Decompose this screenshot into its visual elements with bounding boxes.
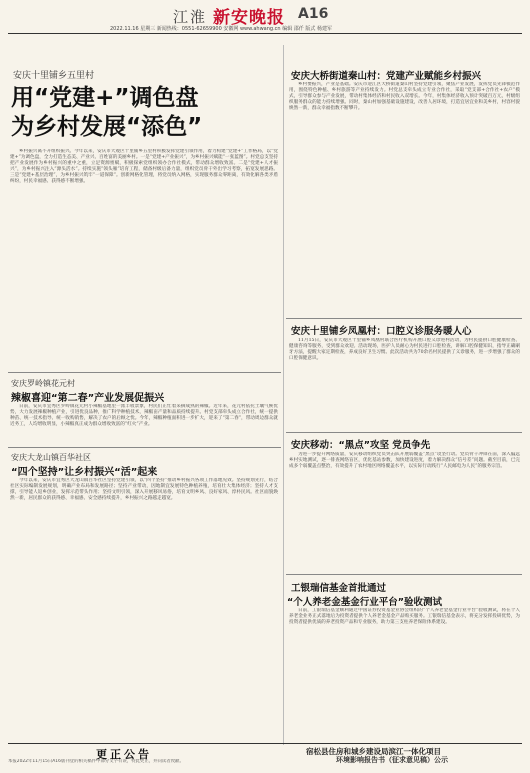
correction-body: 本报2022年11月15日A16版刊登的相关稿件中部分文字有误，特此更正，并向读者致歉。 bbox=[8, 759, 184, 764]
masthead-meta: 2022.11.16 星期三 新闻热线：0551-62659900 安徽网 www.ahwang.cn 编辑 邵仟 版式 杨建军 bbox=[110, 26, 332, 32]
correction-title: 更正公告 bbox=[96, 748, 152, 761]
story2-body: 日前，安庆市宜秀区罗岭镇花元村小辣椒基地里一派丰收景象，村民们正忙着采摘成熟的辣椒。近年来，花元村依托土壤气候优势，大力发展辣椒种植产业，引进优良品种，推广科学种植技术，辣椒亩产量和品质持续提升。村党支部牵头成立合作社，统一提供种苗、统一技术指导、统一收购销售，解决了农户的后顾之忧。今年，辣椒种植面积进一步扩大，迎来了“第二春”，带动周边群众就近务工，人均增收明显，小辣椒真正成为群众增收致富的“红火”产业。 bbox=[10, 404, 278, 428]
footer-rule bbox=[8, 743, 522, 744]
right4-headline-line1: 工银瑞信基金首批通过 bbox=[291, 583, 387, 594]
section-divider bbox=[8, 372, 281, 373]
story3-headline: “四个坚持”让乡村振兴“活”起来 bbox=[11, 467, 158, 478]
story3-body: 今年以来，安庆市宜秀区大龙山镇百华社区坚持党建引领，以“四个坚持”推动乡村振兴各项工作落地见效。坚持规划先行，结合社区实际编制发展规划，明确产业布局和发展路径；坚持产业带动，因地制宜发展特色种植养殖，培育壮大集体经济；坚持人才支撑，引导能人返乡创业，发挥示范带头作用；坚持文明引领，深入开展移风易俗，培育文明乡风、良好家风、淳朴民风。社区面貌焕然一新，居民群众的获得感、幸福感、安全感持续提升，乡村振兴之路越走越宽。 bbox=[10, 478, 278, 502]
section-divider bbox=[286, 574, 522, 575]
masthead-page-number: A16 bbox=[298, 6, 329, 22]
story2-headline: 辣椒喜迎“第二春”产业发展促振兴 bbox=[11, 393, 165, 404]
lead-body: 乡村振兴离不开组织振兴。今年以来，安庆市大观区十里铺乡五里村积极发挥党建引领作用，着力构建“党建+”工作格局，以“党建+”为调色盘，全力打造生态美、产业兴、百姓富的美丽乡村。一是“党建+产业振兴”，为乡村振兴赋能“一张蓝图”。村党总支坚持把产业发展作为乡村振兴的重中之重，立足资源禀赋，积极探索党组织领办合作社模式，带动群众增收致富。二是“党建+人才振兴”，为乡村振兴注入“源头活水”。持续实施“领头雁”培育工程，储备村级后备力量，组织党员骨干外出学习考察，拓宽发展思路。三是“党建+基层治理”，为乡村振兴筑牢“一道保障”。创新网格化管理，将党员纳入网格，实现服务群众零距离，有效化解各类矛盾纠纷，村民幸福感、获得感不断增强。 bbox=[10, 149, 278, 185]
masthead-rule bbox=[8, 33, 522, 34]
ad-subtitle: 环境影响报告书（征求意见稿）公示 bbox=[336, 756, 448, 764]
story2-kicker: 安庆罗岭镇花元村 bbox=[11, 379, 75, 388]
section-divider bbox=[286, 432, 522, 433]
right4-body: 日前，工银瑞信基金顺利通过中国证券投资基金业协会组织的“个人养老金基金行业平台”验收测试，将在个人养老金业务正式落地后为投资者提供个人养老金基金产品购买服务。工银瑞信基金表示，将充分发挥投研优势，为投资者提供优质的养老投资产品和专业服务，助力第三支柱养老保险体系建设。 bbox=[289, 608, 520, 626]
right1-body: 乡村要振兴，产业是基础。安庆市迎江区大桥街道秦山村坚持党建引领，聚焦产业发展，发挥党员先锋模范作用，围绕特色种植、乡村旅游等产业持续发力。村党总支牵头成立专业合作社，采取“党支部+合作社+农户”模式，引导群众参与产业发展，带动村集体经济和村民收入双增长。今年，村集体经济收入预计突破百万元，村级组织服务群众的能力持续增强。同时，秦山村加强基础设施建设，改善人居环境，打造宜居宜业和美乡村，村容村貌焕然一新，群众幸福指数不断攀升。 bbox=[289, 82, 520, 112]
right3-headline: 安庆移动：“黑点”攻坚 党员争先 bbox=[291, 440, 431, 451]
story3-kicker: 安庆大龙山镇百华社区 bbox=[11, 453, 91, 462]
lead-headline-line1: 用“党建+”调色盘 bbox=[11, 85, 199, 111]
public-notice-ad bbox=[286, 746, 522, 768]
lead-kicker: 安庆十里铺乡五里村 bbox=[13, 71, 95, 81]
right1-headline: 安庆大桥街道秦山村：党建产业赋能乡村振兴 bbox=[291, 71, 482, 82]
lead-headline-line2: 为乡村发展“添色” bbox=[11, 114, 203, 140]
ad-title: 宿松县住房和城乡建设局滨江一体化项目 bbox=[306, 747, 441, 756]
masthead-city: 江淮 bbox=[173, 8, 208, 26]
right2-body: 11月15日，安庆市大观区十里铺乡凤凰村联合医疗机构开展口腔义诊进村活动，为村民提供口腔健康检查、健康咨询等服务，受到群众欢迎。活动现场，医护人员耐心为村民进行口腔检查，讲解口腔保健知识，指导正确刷牙方法，提醒大家定期检查，养成良好卫生习惯。此次活动共为70余名村民提供了义诊服务，进一步增强了群众的口腔保健意识。 bbox=[289, 338, 520, 362]
column-divider bbox=[283, 45, 284, 745]
masthead bbox=[0, 0, 530, 32]
masthead-paper-name: 新安晚报 bbox=[213, 8, 285, 28]
correction-notice bbox=[8, 746, 281, 766]
right2-headline: 安庆十里铺乡凤凰村：口腔义诊服务暖人心 bbox=[291, 326, 472, 337]
section-divider bbox=[286, 318, 522, 319]
section-divider bbox=[8, 447, 281, 448]
right4-headline-line2: “个人养老金基金行业平台”验收测试 bbox=[287, 597, 442, 608]
right3-body: 为进一步提升网络质量，安庆移动组织党员突击队开展弱覆盖“黑点”攻坚行动。党员骨干冲锋在前，深入偏远乡村实地测试，逐一排查网络盲区，优化基站参数，加快建设进度，着力解决群众“信号差”问题。截至目前，已完成多个弱覆盖点整治，有效提升了农村地区网络覆盖水平，以实际行动践行“人民邮电为人民”的服务宗旨。 bbox=[289, 452, 520, 470]
